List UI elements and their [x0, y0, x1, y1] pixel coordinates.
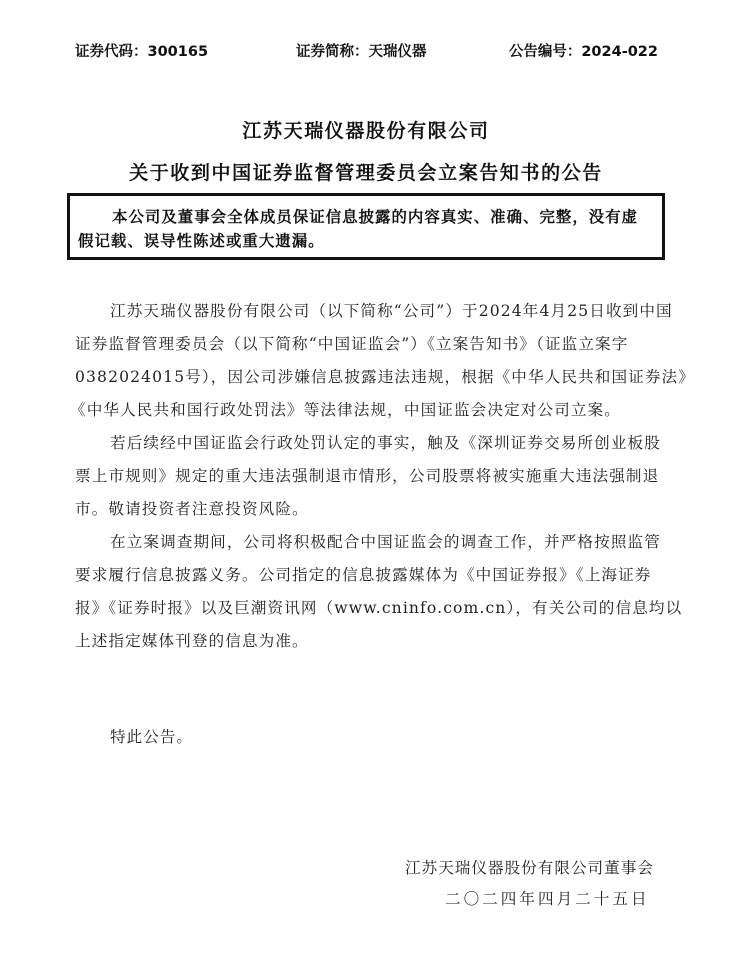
- disclosure-statement-line: 本公司及董事会全体成员保证信息披露的内容真实、准确、完整，没有虚: [112, 208, 639, 226]
- paragraph-line: 江苏天瑞仪器股份有限公司（以下简称“公司”）于2024年4月25日收到中国: [110, 302, 673, 320]
- stock-abbreviation: 证券简称：天瑞仪器: [296, 44, 427, 60]
- announcement-title: 关于收到中国证券监督管理委员会立案告知书的公告: [129, 162, 603, 184]
- company-title: 江苏天瑞仪器股份有限公司: [242, 120, 490, 142]
- closing-statement: 特此公告。: [110, 728, 193, 746]
- paragraph-line: 证券监督管理委员会（以下简称“中国证监会”）《立案告知书》（证监立案字: [75, 335, 629, 353]
- document-header: [75, 41, 658, 63]
- paragraph-line: 要求履行信息披露义务。公司指定的信息披露媒体为《中国证券报》《上海证券: [75, 566, 652, 584]
- disclosure-statement-line: 假记载、误导性陈述或重大遗漏。: [78, 232, 325, 250]
- paragraph-line: 报》《证券时报》以及巨潮资讯网（www.cninfo.com.cn），有关公司的信息均以: [75, 599, 683, 617]
- paragraph-line: 《中华人民共和国行政处罚法》等法律法规，中国证监会决定对公司立案。: [70, 401, 621, 419]
- paragraph-line: 若后续经中国证监会行政处罚认定的事实，触及《深圳证券交易所创业板股: [110, 434, 661, 452]
- signature-date: 二〇二四年四月二十五日: [445, 890, 650, 908]
- stock-code: 证券代码：300165: [75, 44, 209, 60]
- paragraph-line: 0382024015号），因公司涉嫌信息披露违法违规，根据《中华人民共和国证券法》: [75, 368, 695, 386]
- paragraph-line: 票上市规则》规定的重大违法强制退市情形，公司股票将被实施重大违法强制退: [75, 467, 660, 485]
- disclosure-statement-box: [67, 193, 665, 260]
- paragraph-line: 市。敬请投资者注意投资风险。: [75, 500, 309, 518]
- paragraph-line: 在立案调查期间，公司将积极配合中国证监会的调查工作，并严格按照监管: [110, 533, 661, 551]
- paragraph-line: 上述指定媒体刊登的信息为准。: [75, 632, 309, 650]
- signature-company: 江苏天瑞仪器股份有限公司董事会: [405, 859, 654, 877]
- announcement-number: 公告编号：2024-022: [508, 44, 658, 60]
